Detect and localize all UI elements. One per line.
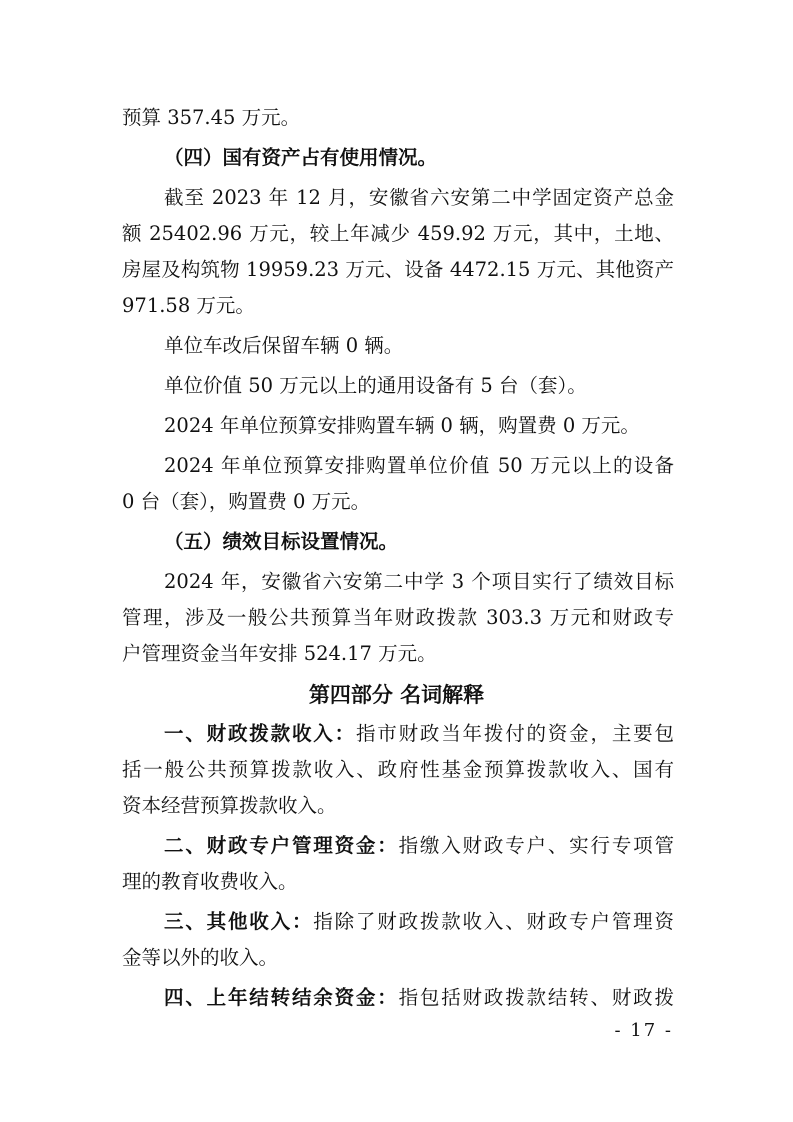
body-line: 金等以外的收入。: [122, 946, 279, 969]
body-line: 单位车改后保留车辆 0 辆。: [164, 334, 404, 357]
body-line: 户管理资金当年安排 524.17 万元。: [122, 642, 437, 665]
term-label: 一、财政拨款收入：: [164, 722, 356, 745]
body-line: 2024 年单位预算安排购置车辆 0 辆，购置费 0 万元。: [164, 414, 640, 437]
term-text: 指市财政当年拨付的资金，主要包: [355, 722, 674, 745]
body-line: 额 25402.96 万元，较上年减少 459.92 万元，其中，土地、: [122, 222, 674, 245]
term-text: 指除了财政拨款收入、财政专户管理资: [313, 910, 674, 933]
term-definition-4: [164, 982, 674, 1014]
section-heading-5: （五）绩效目标设置情况。: [164, 530, 399, 553]
body-line: 单位价值 50 万元以上的通用设备有 5 台（套）。: [164, 374, 587, 397]
body-line: 971.58 万元。: [122, 294, 255, 317]
section-heading-4: （四）国有资产占有使用情况。: [164, 146, 438, 169]
body-line: 2024 年单位预算安排购置单位价值 50 万元以上的设备: [164, 454, 674, 477]
body-line: 资本经营预算拨款收入。: [122, 794, 337, 817]
term-text: 指缴入财政专户、实行专项管: [398, 834, 674, 857]
body-line: 2024 年，安徽省六安第二中学 3 个项目实行了绩效目标: [164, 570, 674, 593]
body-line: 0 台（套），购置费 0 万元。: [122, 490, 371, 513]
page-number: - 17 -: [614, 1020, 673, 1041]
term-label: 四、上年结转结余资金：: [164, 986, 399, 1009]
term-label: 三、其他收入：: [164, 910, 314, 933]
term-definition-2: [164, 830, 674, 862]
term-definition-3: [164, 906, 674, 938]
section-title: 第四部分 名词解释: [308, 683, 485, 707]
body-line: 截至 2023 年 12 月，安徽省六安第二中学固定资产总金: [164, 186, 674, 209]
body-line: 预算 357.45 万元。: [122, 106, 301, 129]
body-line: 房屋及构筑物 19959.23 万元、设备 4472.15 万元、其他资产: [122, 258, 674, 281]
body-line: 理的教育收费收入。: [122, 870, 298, 893]
term-text: 指包括财政拨款结转、财政拨: [398, 986, 674, 1009]
term-label: 二、财政专户管理资金：: [164, 834, 399, 857]
term-definition-1: [164, 718, 674, 750]
body-line: 括一般公共预算拨款收入、政府性基金预算拨款收入、国有: [122, 758, 674, 781]
body-line: 管理，涉及一般公共预算当年财政拨款 303.3 万元和财政专: [122, 606, 674, 629]
